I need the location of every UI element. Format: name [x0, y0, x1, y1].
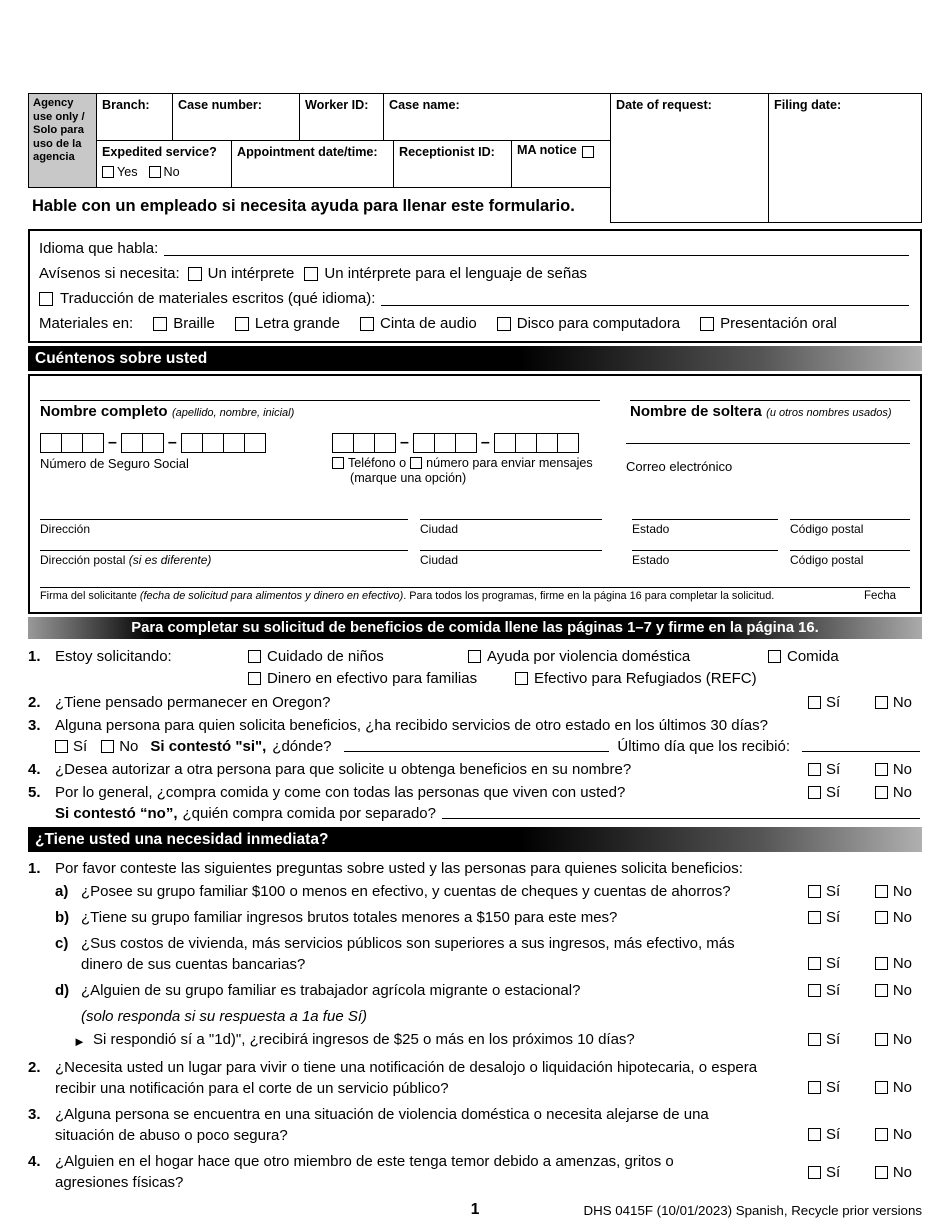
iq2-text: ¿Necesita usted un lugar para vivir o tiene una notificación de desalojo o liquidación hipotecaria, o espera recibir una notificación para el corte de un servicio público? [55, 1059, 758, 1097]
iq1b-si-label: Sí [826, 909, 841, 926]
mailing-state-label: Estado [632, 553, 670, 567]
expedited-yes-checkbox[interactable] [102, 166, 114, 178]
interpreter-needs-label: Avísenos si necesita: [39, 265, 180, 282]
iq1d-yes-no [808, 980, 922, 1001]
question-1-applying [28, 646, 922, 690]
mailing-zip-field [790, 550, 910, 567]
q4-si-checkbox[interactable] [808, 763, 821, 776]
food-checkbox[interactable] [768, 650, 781, 663]
audio-tape-label: Cinta de audio [379, 315, 477, 332]
expedited-service-label: Expedited service? [102, 145, 217, 159]
signature-label: Firma del solicitante [40, 590, 137, 602]
computer-disk-checkbox[interactable] [497, 317, 511, 331]
question-2-applying [28, 692, 922, 713]
zip-label: Código postal [790, 522, 864, 536]
iq1-followup-no-checkbox[interactable] [875, 1033, 888, 1046]
materials-option-audio [360, 315, 477, 332]
cash-families-checkbox[interactable] [248, 672, 261, 685]
iq1a-si-label: Sí [826, 883, 841, 900]
mailing-zip-label: Código postal [790, 553, 864, 567]
iq1d-no-checkbox[interactable] [875, 984, 888, 997]
mailing-address-caption [40, 553, 408, 567]
ssn-box[interactable] [223, 433, 245, 453]
agency-header-rows [97, 94, 610, 187]
worker-id-cell[interactable] [300, 94, 384, 140]
iq1c-no-label: No [892, 955, 912, 972]
agency-header-row2 [97, 141, 610, 187]
mailing-city-field [420, 550, 602, 567]
iq1b-text: ¿Tiene su grupo familiar ingresos brutos totales menores a $150 para este mes? [81, 909, 618, 926]
dash-separator: – [108, 434, 117, 451]
signature-hint: (fecha de solicitud para alimentos y dinero en efectivo) [139, 590, 404, 602]
date-of-request-cell[interactable] [611, 94, 769, 222]
iq1a-row [55, 881, 922, 902]
state-input-line[interactable] [632, 519, 778, 520]
iq4-si-checkbox[interactable] [808, 1166, 821, 1179]
agency-header-left [28, 93, 610, 188]
iq2-yes-no [808, 1077, 922, 1098]
ssn-box[interactable] [82, 433, 104, 453]
audio-tape-checkbox[interactable] [360, 317, 374, 331]
child-care-label: Cuidado de niños [267, 648, 384, 665]
ssn-box[interactable] [142, 433, 164, 453]
iq3-no-label: No [892, 1126, 912, 1143]
iq1c-si-checkbox[interactable] [808, 957, 821, 970]
page-footer [28, 1201, 922, 1219]
iq1c-no-checkbox[interactable] [875, 957, 888, 970]
translation-label: Traducción de materiales escritos (qué idioma): [60, 290, 376, 307]
iq1c-text-wrap [81, 933, 808, 975]
iq3-si-checkbox[interactable] [808, 1128, 821, 1141]
computer-disk-label: Disco para computadora [516, 315, 681, 332]
q3-si-label: Sí [73, 738, 88, 755]
phone-hint: (marque una opción) [350, 471, 467, 485]
maiden-name-hint: (u otros nombres usados) [766, 407, 892, 419]
iq1b-si-checkbox[interactable] [808, 911, 821, 924]
message-number-checkbox[interactable] [410, 457, 422, 469]
filing-date-cell[interactable] [769, 94, 921, 222]
question-5-yes-no [808, 782, 922, 803]
domestic-violence-help-checkbox[interactable] [468, 650, 481, 663]
question-4-text: ¿Desea autorizar a otra persona para que solicite u obtenga beneficios en su nombre? [55, 761, 632, 778]
sign-language-interpreter-checkbox[interactable] [304, 267, 318, 281]
refugee-cash-checkbox[interactable] [515, 672, 528, 685]
iq1-note: (solo responda si su respuesta a 1a fue Sí) [81, 1008, 367, 1025]
q5-who-input-line[interactable] [442, 818, 920, 819]
mailing-zip-input-line[interactable] [790, 550, 910, 551]
question-3-text: Alguna persona para quien solicita beneficios, ¿ha recibido servicios de otro estado en los últimos 30 días? [55, 717, 768, 734]
agency-use-only-cell: Agency use only / Solo para uso de la agencia [29, 94, 97, 187]
iq1-followup-row [73, 1029, 922, 1052]
iq1a-si-checkbox[interactable] [808, 885, 821, 898]
q5-who-label: ¿quién compra comida por separado? [182, 805, 436, 822]
branch-label: Branch: [102, 98, 150, 112]
materials-row [39, 311, 911, 336]
q5-if-no-label: Si contestó “no”, [55, 805, 178, 822]
question-5-followup-row [55, 803, 922, 824]
phone-box[interactable] [374, 433, 396, 453]
appointment-label: Appointment date/time: [237, 145, 378, 159]
help-line: Hable con un empleado si necesita ayuda para llenar este formulario. [32, 197, 575, 215]
iq3-no-checkbox[interactable] [875, 1128, 888, 1141]
materials-option-braille [153, 315, 215, 332]
phone-comb-boxes[interactable] [332, 433, 598, 453]
section-title-immediate-need: ¿Tiene usted una necesidad inmediata? [35, 830, 329, 848]
case-number-label: Case number: [178, 98, 262, 112]
name-fields-row [40, 400, 910, 421]
mailing-state-field [632, 550, 778, 567]
filing-date-label: Filing date: [774, 98, 842, 112]
signature-rest: . Para todos los programas, firme en la página 16 para completar la solicitud. [403, 590, 775, 602]
maiden-name-input-line[interactable] [630, 400, 910, 401]
iq1a-letter: a) [55, 883, 69, 900]
mailing-address-label: Dirección postal [40, 553, 126, 567]
question-1-text: Estoy solicitando: [55, 648, 172, 665]
mailing-city-label: Ciudad [420, 553, 459, 567]
iq1d-si-label: Sí [826, 982, 841, 999]
section-title-about-you: Cuéntenos sobre usted [35, 349, 208, 367]
q2-si-checkbox[interactable] [808, 696, 821, 709]
q4-si-label: Sí [826, 761, 841, 778]
language-spoken-row [39, 236, 911, 261]
signature-caption-row [40, 590, 910, 602]
agency-header-row1 [97, 94, 610, 141]
receptionist-id-cell[interactable] [394, 141, 512, 187]
food-benefits-bar [28, 617, 922, 639]
case-name-label: Case name: [389, 98, 460, 112]
iq1-followup-yes-no [808, 1029, 922, 1050]
materials-option-oral [700, 315, 837, 332]
interpreter-checkbox[interactable] [188, 267, 202, 281]
materials-option-computer-disk [497, 315, 680, 332]
language-spoken-label: Idioma que habla: [39, 240, 159, 257]
signature-caption [40, 590, 774, 602]
expedited-yes-no-row [102, 165, 226, 179]
dash-separator: – [167, 434, 177, 451]
q3-no-label: No [119, 738, 139, 755]
iq1b-no-label: No [892, 909, 912, 926]
q3-where-input-line[interactable] [344, 751, 610, 752]
address-row [40, 519, 910, 536]
mailing-state-input-line[interactable] [632, 550, 778, 551]
iq1b-no-checkbox[interactable] [875, 911, 888, 924]
state-field [632, 519, 778, 536]
iq1-intro-text: Por favor conteste las siguientes preguntas sobre usted y las personas para quienes solicita beneficios: [55, 860, 743, 877]
iq4-si-label: Sí [826, 1163, 841, 1181]
phone-box[interactable] [353, 433, 375, 453]
iq2-si-label: Sí [826, 1079, 841, 1096]
interpreter-row [39, 261, 911, 286]
dash-separator: – [480, 434, 490, 451]
q3-if-yes-label: Si contestó "si", [150, 738, 267, 755]
city-input-line[interactable] [420, 519, 602, 520]
maiden-name-caption [630, 403, 910, 421]
immediate-need-questions [28, 858, 922, 1193]
child-care-checkbox[interactable] [248, 650, 261, 663]
option-domestic-violence-help [468, 646, 690, 667]
iq3-row [28, 1104, 922, 1146]
email-label: Correo electrónico [626, 459, 733, 474]
phone-box[interactable] [494, 433, 516, 453]
agency-header [28, 93, 922, 223]
iq1b-letter: b) [55, 909, 70, 926]
iq1-followup-no-label: No [892, 1031, 912, 1048]
full-name-field [40, 400, 600, 421]
question-4-yes-no [808, 759, 922, 780]
iq1a-no-label: No [892, 883, 912, 900]
question-3-applying [28, 715, 922, 736]
question-5-applying [28, 782, 922, 803]
iq4-text: ¿Alguien en el hogar hace que otro miembro de este tenga temor debido a amenzas, gritos o agresiones físicas? [55, 1153, 674, 1191]
iq2-si-checkbox[interactable] [808, 1081, 821, 1094]
mailing-address-row [40, 550, 910, 567]
iq1-followup-si-checkbox[interactable] [808, 1033, 821, 1046]
question-2-yes-no [808, 692, 922, 713]
maiden-name-label: Nombre de soltera [630, 403, 762, 420]
expedited-no-checkbox[interactable] [149, 166, 161, 178]
iq1-followup-si-label: Sí [826, 1031, 841, 1048]
full-name-input-line[interactable] [40, 400, 600, 401]
address-input-line[interactable] [40, 519, 408, 520]
question-1-number: 1. [28, 648, 41, 665]
mailing-address-field [40, 550, 408, 567]
full-name-label: Nombre completo [40, 403, 168, 420]
question-5-text: Por lo general, ¿compra comida y come con todas las personas que viven con usted? [55, 784, 626, 801]
mailing-address-input-line[interactable] [40, 550, 408, 551]
oral-presentation-label: Presentación oral [720, 315, 837, 332]
zip-field [790, 519, 910, 536]
page-number: 1 [470, 1201, 480, 1218]
iq1d-text: ¿Alguien de su grupo familiar es trabajador agrícola migrante o estacional? [81, 982, 581, 999]
q3-where-label: ¿dónde? [272, 738, 332, 755]
q3-last-day-label: Último día que los recibió: [617, 738, 790, 755]
q5-no-label: No [892, 784, 912, 801]
maiden-name-field [630, 400, 910, 421]
ssn-box[interactable] [244, 433, 266, 453]
branch-cell[interactable] [97, 94, 173, 140]
expedited-yes-label: Yes [117, 165, 138, 179]
q3-si-checkbox[interactable] [55, 740, 68, 753]
question-4-number: 4. [28, 761, 41, 778]
translation-language-input-line[interactable] [381, 305, 909, 306]
q5-no-checkbox[interactable] [875, 786, 888, 799]
iq1b-yes-no [808, 907, 922, 928]
ssn-box[interactable] [121, 433, 143, 453]
iq2-text-wrap [55, 1057, 808, 1099]
arrow-icon: ► [73, 1034, 86, 1049]
option-food [768, 646, 839, 667]
iq3-number: 3. [28, 1106, 41, 1123]
sign-language-interpreter-label: Un intérprete para el lenguaje de señas [324, 265, 588, 282]
ssn-label: Número de Seguro Social [40, 456, 189, 471]
address-label: Dirección [40, 522, 91, 536]
food-label: Comida [787, 648, 839, 665]
domestic-violence-help-label: Ayuda por violencia doméstica [487, 648, 691, 665]
iq3-yes-no [808, 1124, 922, 1145]
iq1a-no-checkbox[interactable] [875, 885, 888, 898]
translation-checkbox[interactable] [39, 292, 53, 306]
materials-label: Materiales en: [39, 315, 134, 332]
braille-label: Braille [173, 315, 215, 332]
phone-box[interactable] [557, 433, 579, 453]
iq1-number: 1. [28, 860, 41, 877]
food-benefits-bar-text: Para completar su solicitud de beneficios de comida llene las páginas 1–7 y firme en la página 16. [131, 620, 819, 636]
document-id: DHS 0415F (10/01/2023) Spanish, Recycle prior versions [583, 1203, 922, 1218]
mailing-address-hint: (si es diferente) [128, 553, 212, 567]
iq1-followup-text: Si respondió sí a "1d)", ¿recibirá ingresos de $25 o más en los próximos 10 días? [93, 1031, 635, 1048]
q2-no-label: No [892, 694, 912, 711]
phone-box[interactable] [434, 433, 456, 453]
iq1c-text: ¿Sus costos de vivienda, más servicios públicos son superiores a sus ingresos, más efectivo, más dinero de sus cuentas bancarias? [81, 935, 735, 973]
signature-date-label: Fecha [864, 590, 896, 602]
iq1d-row [55, 980, 922, 1001]
large-print-checkbox[interactable] [235, 317, 249, 331]
ssn-box[interactable] [40, 433, 62, 453]
state-label: Estado [632, 522, 670, 536]
q5-si-checkbox[interactable] [808, 786, 821, 799]
cash-families-label: Dinero en efectivo para familias [267, 670, 478, 687]
full-name-caption [40, 403, 600, 421]
refugee-cash-label: Efectivo para Refugiados (REFC) [534, 670, 757, 687]
section-header-immediate-need [28, 827, 922, 852]
phone-box[interactable] [515, 433, 537, 453]
signature-field [40, 587, 910, 602]
email-field [626, 433, 910, 474]
iq2-number: 2. [28, 1059, 41, 1076]
phone-box[interactable] [332, 433, 354, 453]
case-name-cell[interactable] [384, 94, 610, 140]
iq1a-yes-no [808, 881, 922, 902]
expedited-service-cell[interactable] [97, 141, 232, 187]
iq4-number: 4. [28, 1153, 41, 1170]
iq2-no-label: No [892, 1079, 912, 1096]
q5-si-label: Sí [826, 784, 841, 801]
iq1a-text: ¿Posee su grupo familiar $100 o menos en efectivo, y cuentas de cheques y cuentas de ahorros? [81, 883, 731, 900]
iq1c-yes-no [808, 953, 922, 974]
materials-option-large-print [235, 315, 340, 332]
iq4-row [28, 1151, 922, 1193]
iq1c-si-label: Sí [826, 955, 841, 972]
section-header-about-you [28, 346, 922, 371]
q4-no-checkbox[interactable] [875, 763, 888, 776]
iq2-no-checkbox[interactable] [875, 1081, 888, 1094]
iq3-text: ¿Alguna persona se encuentra en una situación de violencia doméstica o necesita alejarse de una situación de abuso o poco segura? [55, 1106, 709, 1144]
city-label: Ciudad [420, 522, 459, 536]
iq2-row [28, 1057, 922, 1099]
address-field [40, 519, 408, 536]
appointment-cell[interactable] [232, 141, 394, 187]
option-refugee-cash [515, 668, 757, 689]
mailing-city-input-line[interactable] [420, 550, 602, 551]
language-needs-box [28, 229, 922, 343]
ssn-box[interactable] [181, 433, 203, 453]
iq1-intro-row [28, 858, 922, 879]
q3-no-checkbox[interactable] [101, 740, 114, 753]
iq4-no-label: No [892, 1163, 912, 1181]
ssn-phone-email-row [40, 433, 910, 485]
ssn-comb-boxes[interactable] [40, 433, 308, 453]
message-number-label: número para enviar mensajes [426, 456, 593, 470]
iq1b-row [55, 907, 922, 928]
q2-si-label: Sí [826, 694, 841, 711]
phone-field [332, 433, 598, 485]
receptionist-id-label: Receptionist ID: [399, 145, 495, 159]
phone-box[interactable] [536, 433, 558, 453]
ssn-field [40, 433, 308, 471]
ma-notice-checkbox[interactable] [582, 146, 594, 158]
phone-box[interactable] [413, 433, 435, 453]
ssn-box[interactable] [61, 433, 83, 453]
telephone-checkbox[interactable] [332, 457, 344, 469]
iq3-text-wrap [55, 1104, 808, 1146]
iq4-text-wrap [55, 1151, 808, 1193]
interpreter-option-label: Un intérprete [207, 265, 295, 282]
iq1d-si-checkbox[interactable] [808, 984, 821, 997]
iq3-si-label: Sí [826, 1126, 841, 1143]
question-5-number: 5. [28, 784, 41, 801]
large-print-label: Letra grande [254, 315, 340, 332]
case-number-cell[interactable] [173, 94, 300, 140]
date-of-request-label: Date of request: [616, 98, 712, 112]
email-input-line[interactable] [626, 443, 910, 444]
option-child-care [248, 646, 384, 667]
iq1d-letter: d) [55, 982, 70, 999]
question-2-text: ¿Tiene pensado permanecer en Oregon? [55, 694, 331, 711]
ma-notice-label: MA notice [517, 143, 577, 157]
agency-header-right [610, 93, 922, 223]
q2-no-checkbox[interactable] [875, 696, 888, 709]
oral-presentation-checkbox[interactable] [700, 317, 714, 331]
question-3-number: 3. [28, 717, 41, 734]
signature-input-line[interactable] [40, 587, 910, 588]
full-name-hint: (apellido, nombre, inicial) [171, 407, 295, 419]
translation-row [39, 286, 911, 311]
ssn-box[interactable] [202, 433, 224, 453]
q4-no-label: No [892, 761, 912, 778]
worker-id-label: Worker ID: [305, 98, 369, 112]
iq1d-no-label: No [892, 982, 912, 999]
zip-input-line[interactable] [790, 519, 910, 520]
phone-type-row [332, 456, 598, 470]
option-cash-families [248, 668, 477, 689]
ma-notice-cell[interactable] [512, 141, 610, 187]
iq1c-letter: c) [55, 935, 69, 952]
q3-last-day-input-line[interactable] [802, 751, 920, 752]
iq4-yes-no [808, 1162, 922, 1183]
phone-box[interactable] [455, 433, 477, 453]
braille-checkbox[interactable] [153, 317, 167, 331]
dash-separator: – [400, 434, 409, 451]
question-4-applying [28, 759, 922, 780]
question-3-answer-row [55, 736, 922, 757]
city-field [420, 519, 602, 536]
iq1c-row [55, 933, 922, 975]
iq4-no-checkbox[interactable] [875, 1166, 888, 1179]
about-you-box [28, 374, 922, 614]
language-spoken-input-line[interactable] [164, 255, 909, 256]
expedited-no-label: No [163, 165, 180, 179]
telephone-label: Teléfono o [348, 456, 407, 470]
question-2-number: 2. [28, 694, 41, 711]
applying-questions [28, 646, 922, 824]
